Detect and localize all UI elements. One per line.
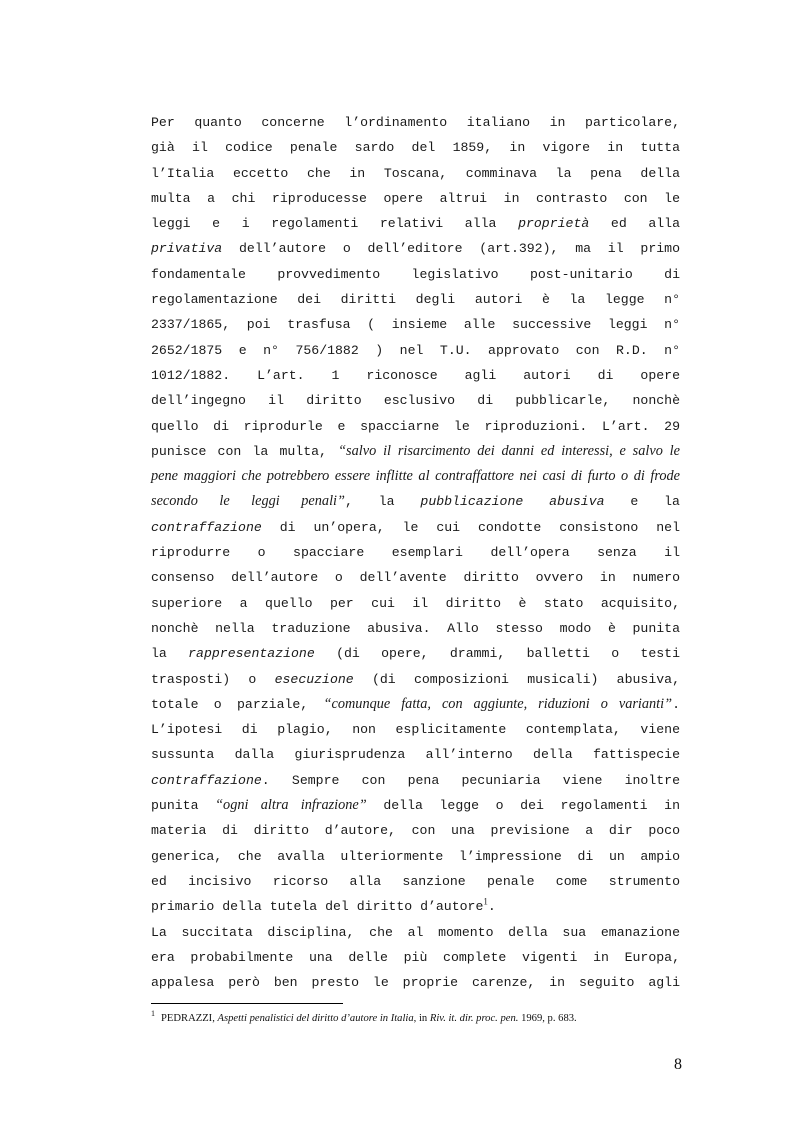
body-line [151, 844, 680, 869]
footnote-mark: 1 [151, 1009, 155, 1019]
body-line [151, 236, 680, 261]
text-run: sussunta dalla giurisprudenza all’interno della fattispecie [151, 747, 680, 763]
body-line [151, 186, 680, 211]
text-run: rappresentazione [188, 646, 315, 662]
text-run: privativa [151, 241, 223, 257]
text-run: dell’autore o dell’editore (art.392), ma il primo [222, 241, 680, 257]
text-run: La succitata disciplina, che al momento della sua emanazione [151, 924, 680, 940]
text-run: ed incisivo ricorso alla sanzione penale come strumento [151, 873, 680, 889]
footnote-journal: Riv. it. dir. proc. pen. [429, 1013, 519, 1024]
body-line [151, 363, 680, 388]
body-line [151, 641, 680, 666]
text-run: nonchè nella traduzione abusiva. Allo stesso modo è punita [151, 620, 680, 636]
body-line [151, 565, 680, 590]
footnote-in: , in [413, 1013, 430, 1024]
text-run: proprietà [518, 216, 590, 232]
text-run: (di composizioni musicali) abusiva, [353, 671, 680, 687]
body-line [151, 616, 680, 641]
body-line [151, 110, 680, 135]
text-run: ed alla [589, 216, 680, 232]
body-line [151, 540, 680, 565]
text-run: multa a chi riproducesse opere altrui in contrasto con le [151, 190, 680, 206]
footnote-title: Aspetti penalistici del diritto d’autore in Italia [217, 1013, 414, 1024]
text-run: secondo le leggi penali” [151, 493, 345, 510]
body-line [151, 768, 680, 793]
footnote [151, 1009, 691, 1024]
text-run: già il codice penale sardo del 1859, in vigore in tutta [151, 140, 680, 156]
body-line [151, 591, 680, 616]
text-run: pene maggiori che potrebbero essere inflitte al contraffattore nei casi di furto o di frode [151, 468, 680, 485]
text-run: la [151, 646, 189, 662]
text-run: L’ipotesi di plagio, non esplicitamente contemplata, viene [151, 722, 680, 738]
text-run: pubblicazione abusiva [420, 494, 605, 510]
body-line [151, 439, 680, 464]
text-run: punita [151, 798, 216, 814]
body-line [151, 717, 680, 742]
body-line [151, 894, 680, 919]
body-line [151, 970, 680, 995]
body-line [151, 489, 680, 514]
text-run: riprodurre o spacciare esemplari dell’opera senza il [151, 545, 680, 561]
text-run: dell’ingegno il diritto esclusivo di pubblicarle, nonchè [151, 393, 680, 409]
body-line [151, 945, 680, 970]
text-run: . Sempre con pena pecuniaria viene inoltre [261, 772, 680, 788]
body-line [151, 692, 680, 717]
text-run: regolamentazione dei diritti degli autori è la legge n° [151, 292, 680, 308]
text-run: superiore a quello per cui il diritto è stato acquisito, [151, 595, 680, 611]
body-line [151, 312, 680, 337]
text-run: “ogni altra infrazione” [215, 797, 367, 814]
text-run: , la [344, 494, 421, 510]
footnote-rest: 1969, p. 683. [518, 1013, 577, 1024]
body-line [151, 667, 680, 692]
body-line [151, 818, 680, 843]
text-run: e la [604, 494, 680, 510]
text-run: appalesa però ben presto le proprie carenze, in seguito agli [151, 975, 680, 991]
text-run: della legge o dei regolamenti in [366, 798, 681, 814]
text-run: generica, che avalla ulteriormente l’impressione di un ampio [151, 848, 680, 864]
text-run: primario della tutela del diritto d’autore [151, 899, 484, 915]
text-run: 1012/1882. L’art. 1 riconosce agli autori di opere [151, 367, 680, 383]
text-run: esecuzione [274, 671, 354, 687]
text-run: . [672, 696, 680, 712]
body-line [151, 414, 680, 439]
text-run: “salvo il risarcimento dei danni ed interessi, e salvo le [338, 442, 680, 459]
body-line [151, 161, 680, 186]
text-run: fondamentale provvedimento legislativo post-unitario di [151, 266, 680, 282]
body-line [151, 338, 680, 363]
body-line [151, 287, 680, 312]
footnote-author: PEDRAZZI, [161, 1013, 218, 1024]
text-run: trasposti) o [151, 671, 275, 687]
body-line [151, 135, 680, 160]
footnote-reference: 1 [483, 896, 488, 907]
text-run: Per quanto concerne l’ordinamento italiano in particolare, [151, 115, 680, 130]
text-run: totale o parziale, [151, 696, 324, 712]
text-run: “comunque fatta, con aggiunte, riduzioni o varianti” [323, 695, 673, 712]
text-run: di un’opera, le cui condotte consistono nel [261, 519, 680, 535]
body-line [151, 920, 680, 945]
body-line [151, 793, 680, 818]
text-run: punisce con la multa, [151, 443, 339, 459]
text-run: quello di riprodurle e spacciarne le riproduzioni. L’art. 29 [151, 418, 680, 434]
body-line [151, 262, 680, 287]
text-run: contraffazione [151, 519, 262, 535]
text-run: 2337/1865, poi trasfusa ( insieme alle successive leggi n° [151, 317, 680, 333]
text-run: l’Italia eccetto che in Toscana, comminava la pena della [151, 165, 680, 181]
body-text [151, 110, 680, 995]
body-line [151, 211, 680, 236]
page-number: 8 [674, 1056, 682, 1073]
text-run: leggi e i regolamenti relativi alla [151, 216, 519, 232]
body-line [151, 742, 680, 767]
text-run: (di opere, drammi, balletti o testi [314, 646, 680, 662]
text-run: . [487, 899, 496, 915]
text-run: era probabilmente una delle più complete vigenti in Europa, [151, 949, 680, 965]
body-line [151, 464, 680, 489]
text-run: 2652/1875 e n° 756/1882 ) nel T.U. approvato con R.D. n° [151, 342, 680, 358]
body-line [151, 515, 680, 540]
footnote-separator [151, 1003, 343, 1004]
text-run: consenso dell’autore o dell’avente diritto ovvero in numero [151, 570, 680, 586]
text-run: materia di diritto d’autore, con una previsione a dir poco [151, 823, 680, 839]
text-run: contraffazione [151, 772, 262, 788]
body-line [151, 388, 680, 413]
body-line [151, 869, 680, 894]
